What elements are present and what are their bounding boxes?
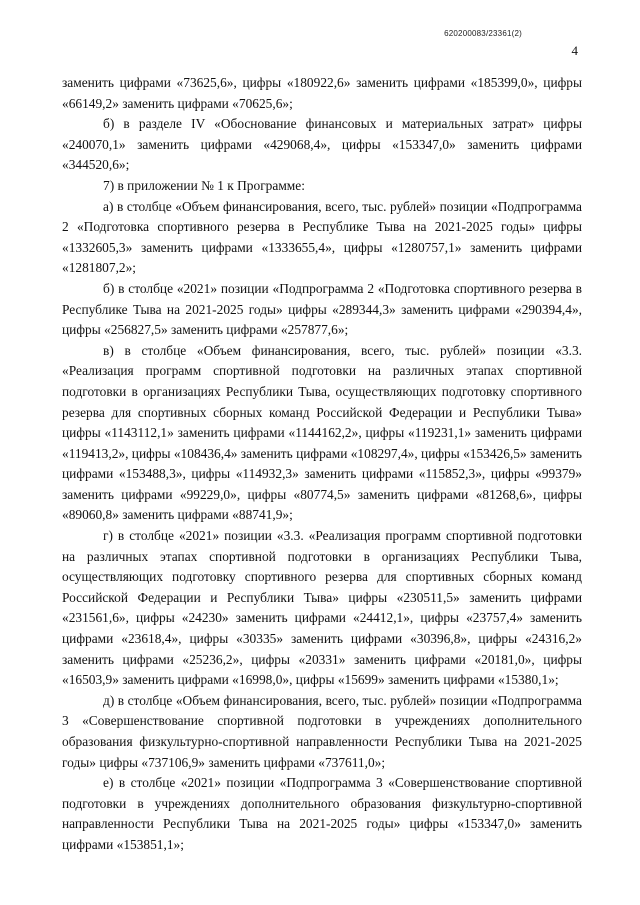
paragraph-item-b: б) в столбце «2021» позиции «Подпрограмма 2 «Подготовка спортивного резерва в Республике Тыва на 2021-2025 годы» цифры «289344,3» заменить цифрами «290394,4», цифры «256827,5» заменить цифрами «257877,6»;: [62, 280, 582, 338]
document-id: 620200083/23361(2): [444, 29, 522, 38]
paragraph-item-e: е) в столбце «2021» позиции «Подпрограмма 3 «Совершенствование спортивной подготовки в учреждениях дополнительного образования физкультурно-спортивной направленности Республики Тыва на 2021-2025 годы» цифры «153347,0» заменить цифрами «153851,1»;: [62, 775, 582, 852]
page-number: 4: [571, 43, 578, 58]
paragraph-item-g: г) в столбце «2021» позиции «3.3. «Реализация программ спортивной подготовки на различных этапах спортивной подготовки в организациях Республики Тыва, осуществляющих подготовку спортивного резерва для спортивных сборных команд Российской Федерации и Республики Тыва» цифры «230511,5» заменить цифрами «231561,6», цифры «24230» заменить цифрами «24412,1», цифры «23757,4» заменить цифрами «23618,4», цифры «30335» заменить цифрами «30396,8», цифры «24316,2» заменить цифрами «25236,2», цифры «20331» заменить цифрами «20181,0», цифры «16503,9» заменить цифрами «16998,0», цифры «15699» заменить цифрами «15380,1»;: [62, 528, 582, 688]
paragraph-item-d: д) в столбце «Объем финансирования, всего, тыс. рублей» позиции «Подпрограмма 3 «Совершенствование спортивной подготовки в учреждениях дополнительного образования физкультурно-спортивной направленности Республики Тыва на 2021-2025 годы» цифры «737106,9» заменить цифрами «737611,0»;: [62, 692, 582, 770]
document-body: [62, 73, 582, 856]
paragraph-item-v: в) в столбце «Объем финансирования, всего, тыс. рублей» позиции «3.3. «Реализация программ спортивной подготовки на различных этапах спортивной подготовки в организациях Республики Тыва, осуществляющих подготовку спортивного резерва для спортивных сборных команд Российской Федерации и Республики Тыва» цифры «1143112,1» заменить цифрами «1144162,2», цифры «119231,1» заменить цифрами «119413,2», цифры «108436,4» заменить цифрами «108297,4», цифры «153426,5» заменить цифрами «153488,3», цифры «114932,3» заменить цифрами «115852,3», цифры «99379» заменить цифрами «99229,0», цифры «80774,5» заменить цифрами «81268,6», цифры «89060,8» заменить цифрами «88741,9»;: [62, 342, 582, 523]
paragraph-item-a: а) в столбце «Объем финансирования, всего, тыс. рублей» позиции «Подпрограмма 2 «Подготовка спортивного резерва в Республике Тыва на 2021-2025 годы» цифры «1332605,3» заменить цифрами «1333655,4», цифры «1280757,1» заменить цифрами «1281807,2»;: [62, 198, 582, 276]
paragraph-appendix-1: 7) в приложении № 1 к Программе:: [103, 177, 305, 193]
paragraph-continuation: заменить цифрами «73625,6», цифры «180922,6» заменить цифрами «185399,0», цифры «66149,2» заменить цифрами «70625,6»;: [62, 75, 582, 111]
paragraph-section-iv: б) в разделе IV «Обоснование финансовых и материальных затрат» цифры «240070,1» заменить цифрами «429068,4», цифры «153347,0» заменить цифрами «344520,6»;: [62, 116, 582, 173]
